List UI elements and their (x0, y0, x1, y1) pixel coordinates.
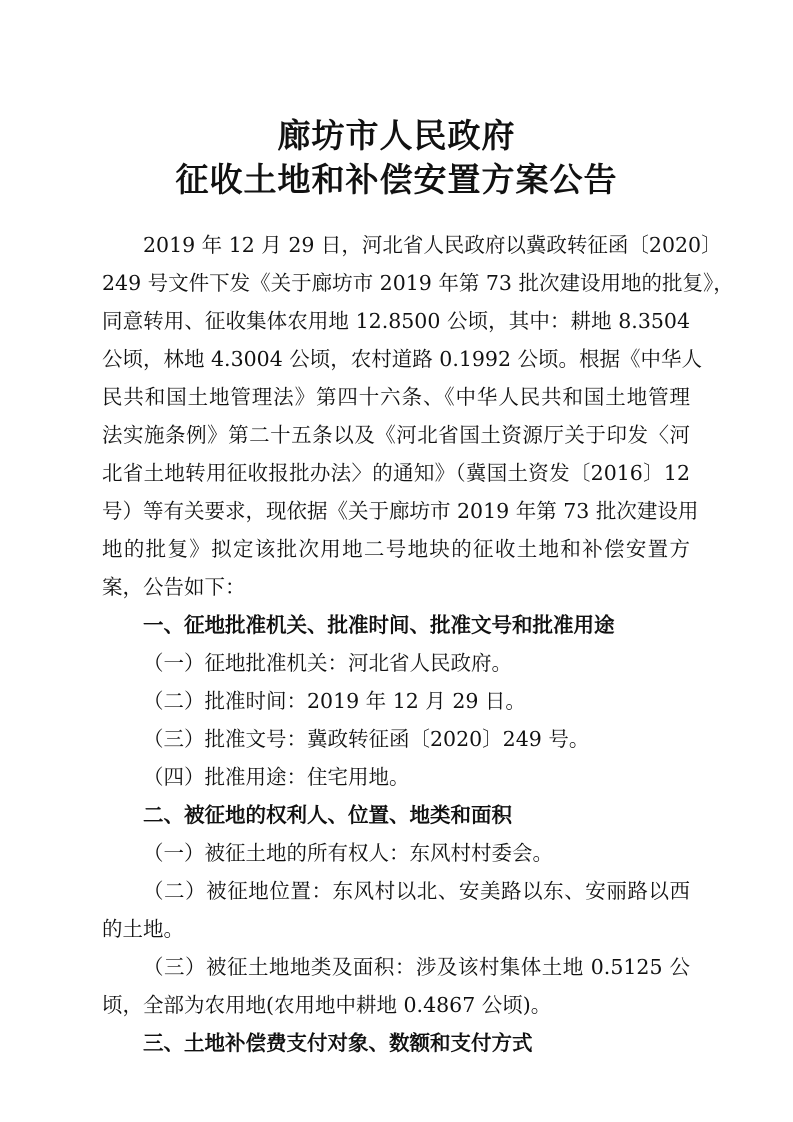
body-line: 号）等有关要求，现依据《关于廊坊市 2019 年第 73 批次建设用 (102, 499, 699, 523)
section-2-item-continued: 顷，全部为农用地(农用地中耕地 0.4867 公顷)。 (102, 993, 552, 1017)
body-line: 北省土地转用征收报批办法〉的通知》（冀国土资发〔2016〕12 (102, 461, 690, 485)
body-line: 民共和国土地管理法》第四十六条、《中华人民共和国土地管理 (102, 385, 690, 409)
body-line: 公顷，林地 4.3004 公顷，农村道路 0.1992 公顷。根据《中华人 (102, 347, 703, 371)
section-2-item: （一）被征土地的所有权人：东风村村委会。 (143, 841, 553, 865)
section-2-item: （三）被征土地地类及面积：涉及该村集体土地 0.5125 公 (143, 955, 690, 979)
section-1-item: （二）批准时间：2019 年 12 月 29 日。 (143, 689, 526, 713)
section-heading-1: 一、征地批准机关、批准时间、批准文号和批准用途 (143, 613, 615, 637)
section-2-item: （二）被征地位置：东风村以北、安美路以东、安丽路以西 (143, 879, 690, 903)
body-line: 2019 年 12 月 29 日，河北省人民政府以冀政转征函〔2020〕 (143, 233, 722, 257)
section-2-item-continued: 的土地。 (102, 917, 184, 941)
body-line: 地的批复》拟定该批次用地二号地块的征收土地和补偿安置方 (102, 537, 690, 561)
section-heading-2: 二、被征地的权利人、位置、地类和面积 (143, 803, 512, 827)
section-1-item: （三）批准文号：冀政转征函〔2020〕249 号。 (143, 727, 590, 751)
body-line: 249 号文件下发《关于廊坊市 2019 年第 73 批次建设用地的批复》， (102, 271, 734, 295)
document-title-line-2: 征收土地和补偿安置方案公告 (175, 160, 618, 199)
document-title-line-1: 廊坊市人民政府 (277, 116, 516, 155)
body-line: 案，公告如下： (102, 575, 246, 599)
body-line: 法实施条例》第二十五条以及《河北省国土资源厅关于印发〈河 (102, 423, 690, 447)
body-line: 同意转用、征收集体农用地 12.8500 公顷，其中：耕地 8.3504 (102, 309, 690, 333)
section-heading-3: 三、土地补偿费支付对象、数额和支付方式 (143, 1031, 533, 1055)
section-1-item: （一）征地批准机关：河北省人民政府。 (143, 651, 512, 675)
section-1-item: （四）批准用途：住宅用地。 (143, 765, 410, 789)
